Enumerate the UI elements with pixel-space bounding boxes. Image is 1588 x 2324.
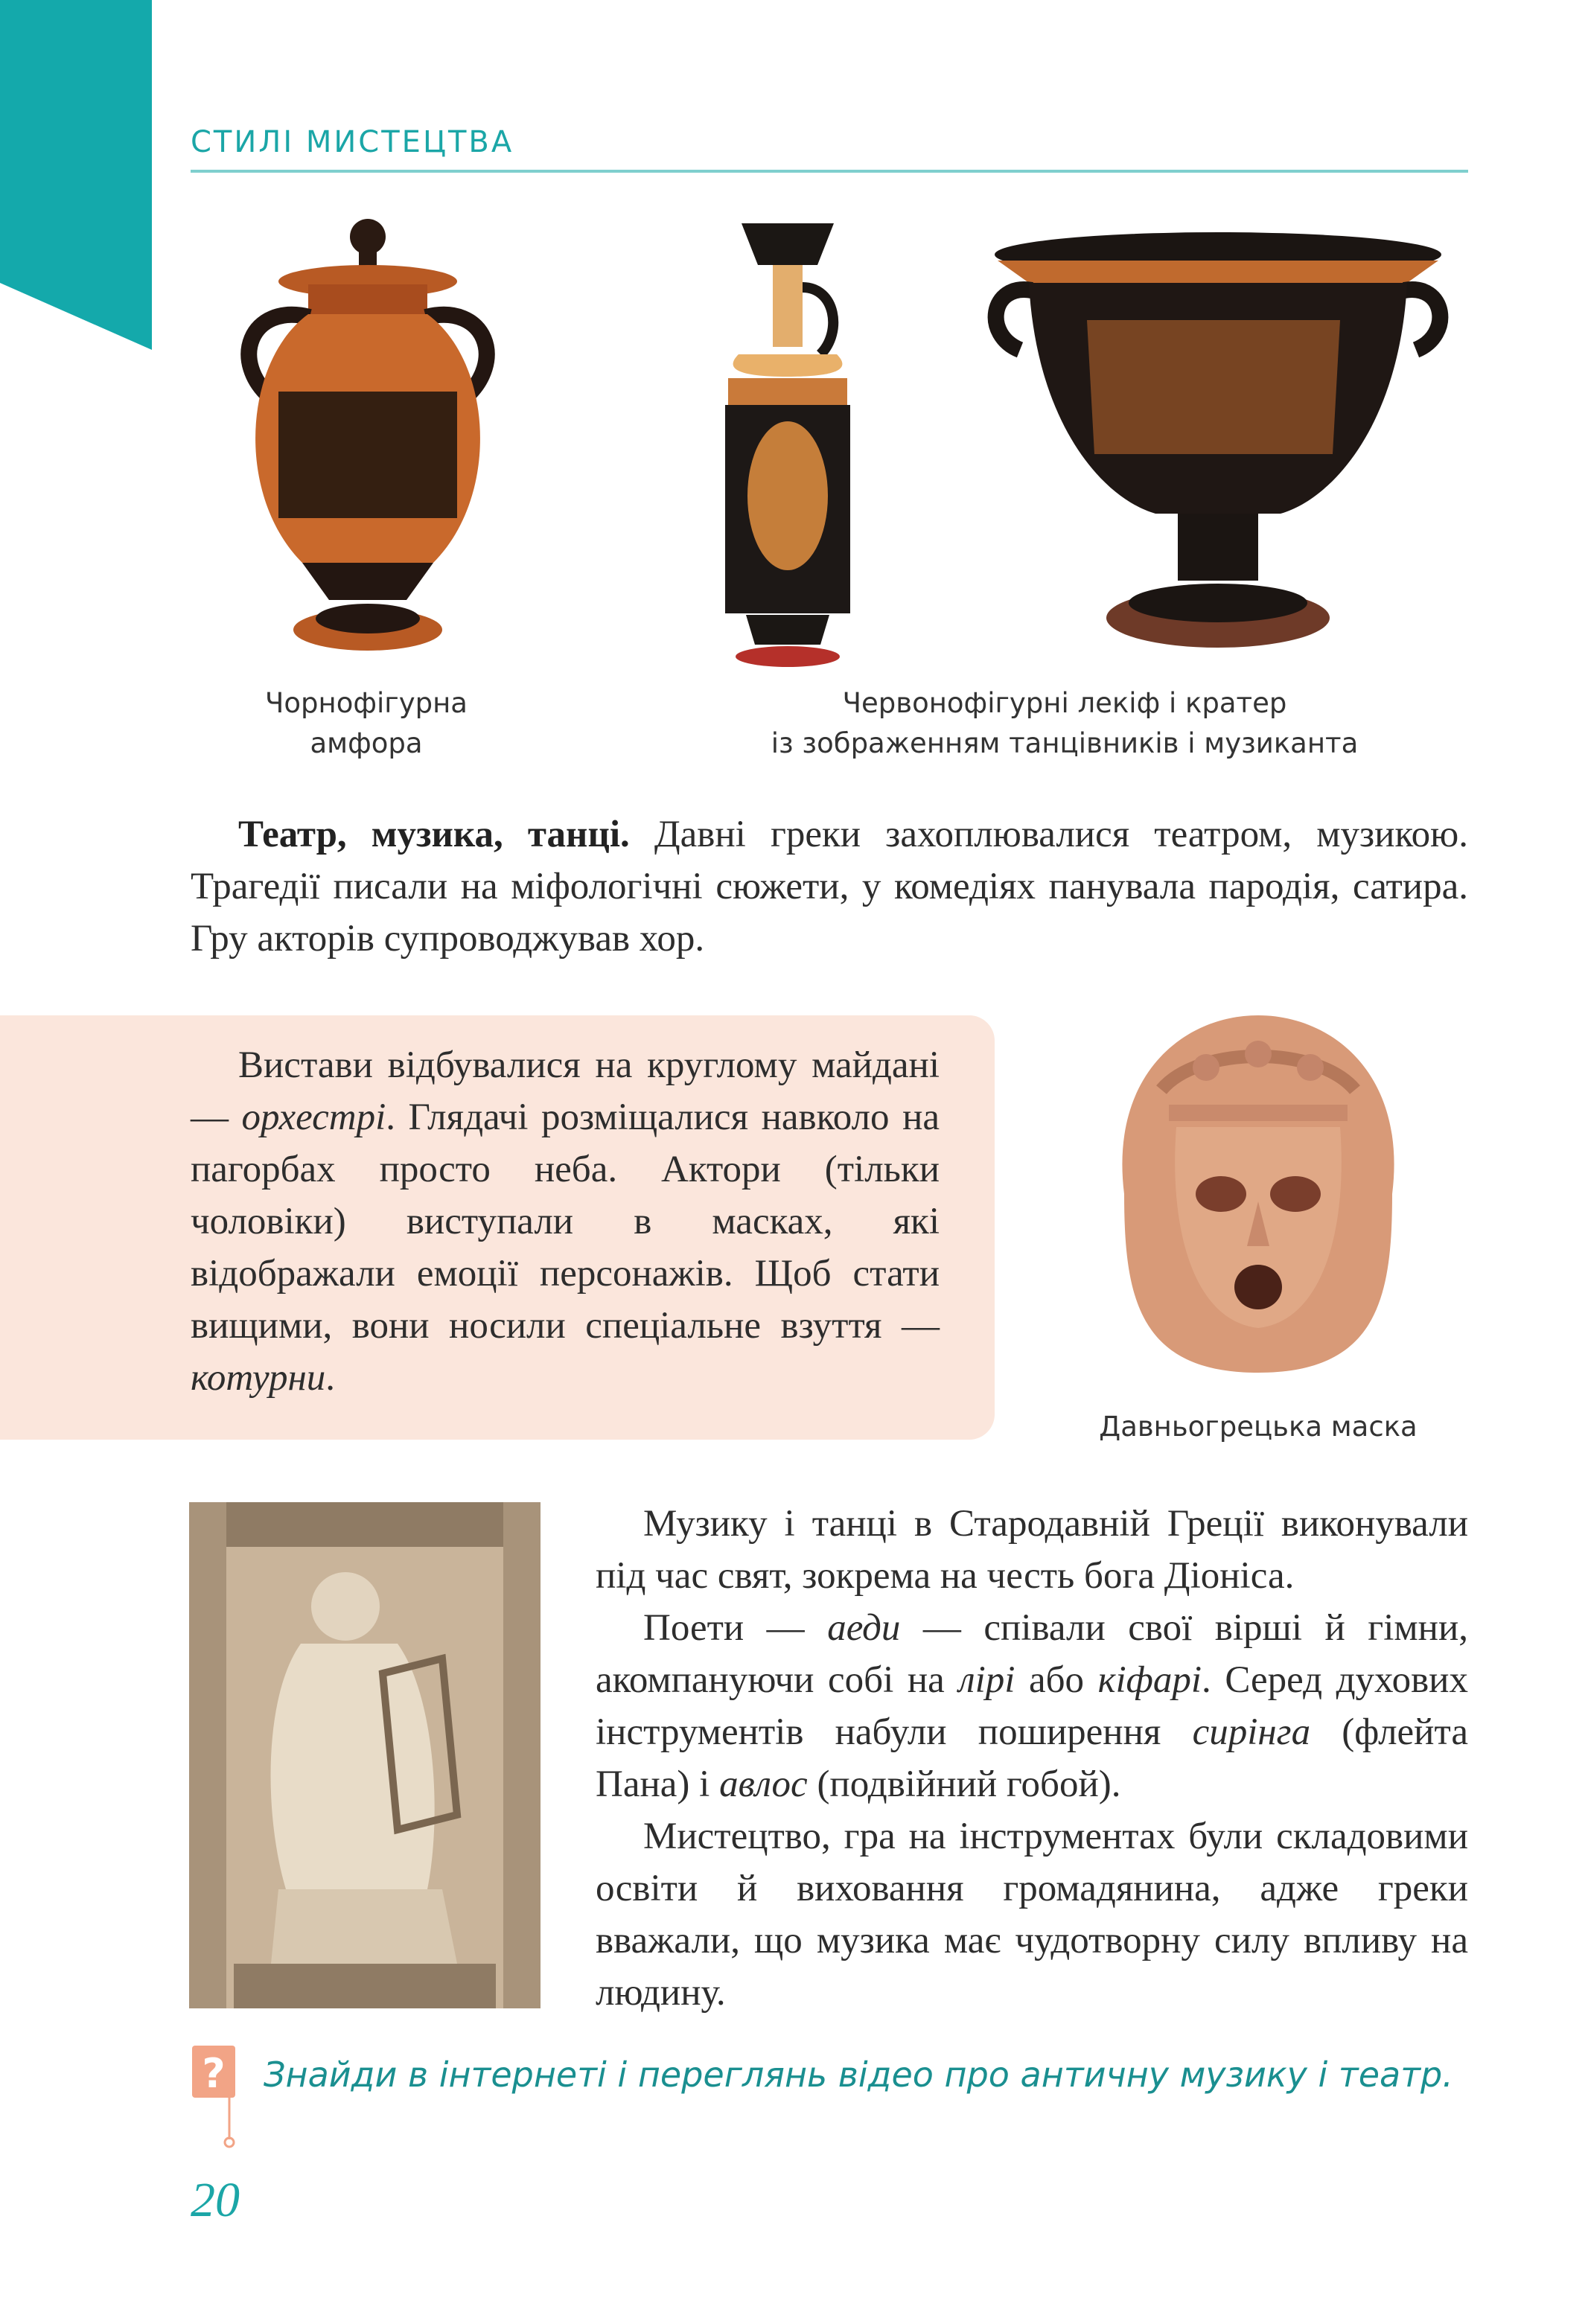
term-orchestra: орхестрі <box>241 1096 386 1138</box>
term-aulos: авлос <box>719 1763 808 1805</box>
music-text <box>596 1498 1468 2019</box>
greek-theatre-mask-image <box>1080 1000 1437 1388</box>
term-syringa: сирінга <box>1192 1711 1311 1753</box>
callout-text-part: Вистави відбувалися на круглому майдані — <box>191 1044 940 1138</box>
music-text-part: або <box>1015 1659 1098 1701</box>
header-rule <box>191 170 1468 173</box>
amphora-caption-line: амфора <box>310 727 423 759</box>
intro-text: Давні греки захоплювалися театром, музикою. Трагедії писали на міфологічні сюжети, у комедіях панувала пародія, сатира. Гру акторів супроводжував хор. <box>191 814 1468 960</box>
term-kothurni: котурни <box>191 1357 326 1399</box>
music-text-part: (флейта Пана) і <box>596 1711 1468 1805</box>
callout-text-part: . <box>325 1357 335 1399</box>
music-paragraph-3: Мистецтво, гра на інструментах були складовими освіти й виховання громадянина, адже греки вважали, що музика має чудотворну силу впливу на людину. <box>596 1816 1468 2014</box>
question-mark-icon <box>192 2046 235 2150</box>
amphora-caption <box>217 683 515 764</box>
lyre-player-relief-image <box>189 1502 541 2008</box>
mask-caption: Давньогрецька маска <box>1099 1411 1418 1443</box>
intro-heading: Театр, музика, танці. <box>238 814 630 855</box>
music-text-part: — співали свої вірші й гімни, акомпануючи собі на <box>596 1607 1468 1701</box>
corner-tab-decoration <box>0 0 152 350</box>
intro-paragraph <box>191 808 1468 965</box>
music-text-part: (подвійний гобой). <box>807 1763 1121 1805</box>
term-kifara: кіфарі <box>1097 1659 1202 1701</box>
lekythos-krater-caption-line: із зображенням танцівників і музиканта <box>771 727 1359 759</box>
black-figure-amphora-image <box>220 213 515 660</box>
lekythos-krater-caption <box>700 683 1429 764</box>
red-figure-lekythos-image <box>709 213 867 667</box>
callout-text <box>191 1039 940 1404</box>
music-text-part: Поети — <box>643 1607 828 1649</box>
amphora-caption-line: Чорнофігурна <box>265 687 468 719</box>
section-title: СТИЛІ МИСТЕЦТВА <box>191 125 514 159</box>
red-figure-krater-image <box>983 231 1453 663</box>
music-paragraph-1: Музику і танці в Стародавній Греції виконували під час свят, зокрема на честь бога Діоніса. <box>596 1503 1468 1597</box>
term-aedi: аеди <box>827 1607 901 1649</box>
svg-text:?: ? <box>202 2050 226 2097</box>
music-text-part: . Серед духових інструментів набули поширення <box>596 1659 1468 1753</box>
callout-text-part: . Глядачі розміщалися навколо на пагорбах просто неба. Актори (тільки чоловіки) виступали в масках, які відображали емоції персонажів. Щоб стати вищими, вони носили спеціальне взуття — <box>191 1096 940 1347</box>
music-paragraph-2 <box>596 1602 1468 1810</box>
lekythos-krater-caption-line: Червонофігурні лекіф і кратер <box>842 687 1287 719</box>
page-number: 20 <box>191 2173 240 2227</box>
term-lira: лірі <box>958 1659 1015 1701</box>
task-text: Знайди в інтернеті і переглянь відео про античну музику і театр. <box>264 2055 1453 2095</box>
